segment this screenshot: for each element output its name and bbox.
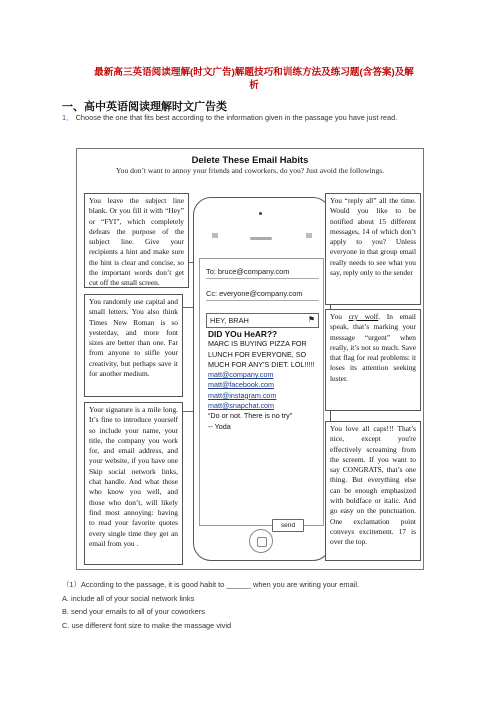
tip-box-reply-all: You “reply all” all the time. Would you like to be notified about 15 different messages, 14 of which don’t apply to you? Unless everyone in that group email really needs to see what you say, reply only to the sender [325, 193, 421, 305]
cry-wolf-text-start: You [330, 312, 349, 321]
email-habits-figure [76, 148, 424, 570]
answer-option-c[interactable]: C. use different font size to make the massage vivid [62, 620, 232, 630]
phone-earpiece [250, 237, 272, 240]
send-button[interactable]: send [272, 519, 304, 532]
signature-link[interactable]: matt@facebook.com [208, 380, 275, 390]
figure-title: Delete These Email Habits [191, 154, 309, 165]
document-title-line-2: 析 [249, 80, 259, 91]
home-button[interactable] [249, 529, 273, 553]
document-title [74, 66, 434, 92]
flag-icon: ⚑ [307, 315, 315, 324]
question-stem: （1）According to the passage, it is good habit to ______ when you are writing your email. [62, 580, 360, 589]
email-body[interactable] [208, 329, 320, 432]
instructions-text: Choose the one that fits best according to the information given in the passage you have just read. [75, 113, 398, 122]
phone-sensor [306, 233, 312, 238]
phone-screen [199, 258, 324, 529]
signature-quote-author: -- Yoda [208, 421, 231, 431]
email-greeting: DID YOu HeAR?? [208, 329, 278, 339]
email-to-field[interactable]: To: bruce@company.com [206, 267, 319, 279]
tip-box-cry-wolf [325, 309, 421, 411]
document-title-line-1: 最新高三英语阅读理解(时文广告)解题技巧和训练方法及练习题(含答案)及解 [94, 67, 414, 78]
phone-mockup [193, 197, 331, 561]
tip-box-all-caps: You love all caps!!! That’s nice, except you're effectively screaming from the screem. If you want to say CONGRATS, that’s one thing. But everything else can be enough emphasized with boldface or italic. And go easy on the punctuation. One exclamation point conveys excitement. 17 is over the top. [325, 421, 421, 561]
question-number: 1． [62, 113, 74, 122]
answer-option-a[interactable]: A. include all of your social network links [62, 593, 195, 603]
signature-quote: “Do or not. There is no try” [208, 411, 293, 421]
cry-wolf-text-end: . In email speak, that’s marking your message “urgent” when really, it’s not so much. Save that flag for real problems: it loses its attention seeking luster. [330, 312, 416, 383]
phone-sensor [212, 233, 218, 238]
email-subject-field[interactable] [206, 313, 319, 328]
section-heading: 一、高中英语阅读理解时文广告类 [62, 101, 227, 113]
question-block [62, 578, 442, 632]
answer-option-b[interactable]: B. send your emails to all of your coworkers [62, 607, 205, 617]
question-instructions [62, 111, 434, 124]
tip-box-subject-line: You leave the subject line blank. Or you fill it with “Hey” or “FYI”, which completely defeats the purpose of the subject line. Give your recipients a hint and make sure the hint is clear and concise, so the important words don’t get cut off the small screen. [84, 193, 189, 288]
signature-link[interactable]: matt@snapchat.com [208, 401, 275, 411]
signature-link[interactable]: matt@company.com [208, 370, 274, 380]
tip-box-fonts: You randomly use capital and small letters. You also think Times New Roman is so yesterday, and more font sizes are better than one. Far from anyone to stifle your creativity, but perhaps save it for another medium. [84, 294, 183, 397]
cry-wolf-term: cry wolf [348, 312, 379, 321]
signature-link[interactable]: matt@instagram.com [208, 390, 277, 400]
email-body-text: MARC IS BUYING PIZZA FOR LUNCH FOR EVERYONE, SO MUCH FOR ANY'S DIET. LOL!!!!! [208, 339, 315, 369]
email-cc-field[interactable]: Cc: everyone@company.com [206, 289, 319, 301]
phone-speaker [259, 212, 262, 215]
tip-box-signature: Your signature is a mile long. It’s fine to introduce yourself so include your name, your title, the company you work for, and email address, and your website, if you have one Skip social network links, chat handle. And what those who know you well, and those who don’t, will likely find most annoying: having to read your favorite quotes every single time they get an email from you . [84, 402, 183, 565]
email-subject-text: HEY, BRAH [210, 316, 249, 325]
figure-subtitle: You don’t want to annoy your friends and coworkers, do you? Just avoid the followings. [115, 166, 385, 175]
